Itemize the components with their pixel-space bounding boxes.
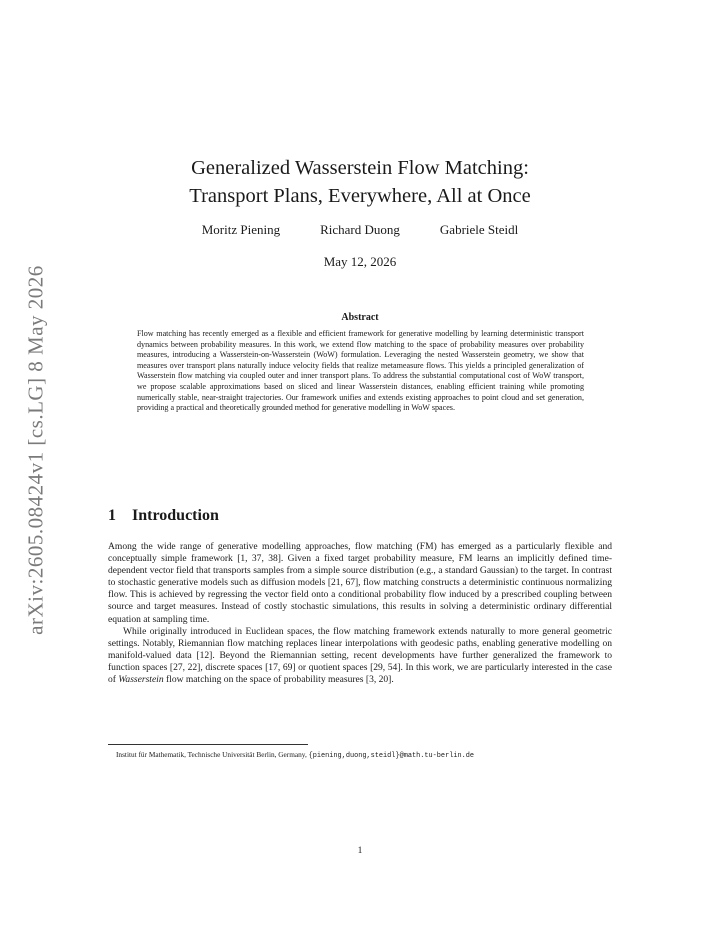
abstract-text: Flow matching has recently emerged as a flexible and efficient framework for generative modelling by learning deterministic transport dynamics between probability measures. In this work, we extend flow matching to the space of probability measures over probability measures, introducing a Wasserstein-on-Wasserstein (WoW) formulation. Leveraging the nested Wasserstein geometry, we show that measures over transport plans naturally induce velocity fields that realize metameasure flows. This yields a principled generalization of Wasserstein flow matching via coupled outer and inner transport plans. To address the substantial computational cost of WoW transport, we propose scalable approximations based on sliced and linear Wasserstein distances, enabling efficient training while promoting numerically stable, near-straight trajectories. Our framework unifies and extends existing approaches to point cloud and set generation, providing a practical and theoretically grounded method for generative modelling in WoW spaces. <box>137 329 584 413</box>
section-title: Introduction <box>132 507 219 524</box>
intro-paragraph-2-text: While originally introduced in Euclidean spaces, the flow matching framework extends naturally to more general geometric settings. Notably, Riemannian flow matching replaces linear interpolations with geodesic paths, enabling generative modelling on manifold-valued data [12]. Beyond the Riemannian setting, recent developments have further generalized the framework to function spaces [27, 22], discrete spaces [17, 69] or quotient spaces [29, 54]. In this work, we are particularly interested in the case of <box>108 625 612 686</box>
intro-paragraph-1: Among the wide range of generative modelling approaches, flow matching (FM) has emerged as a particularly flexible and conceptually simple framework [1, 37, 38]. Given a fixed target probability measure, FM learns an implicitly defined time-dependent vector field that transports samples from a simple source distribution (e.g., a standard Gaussian) to the target. In contrast to stochastic generative models such as diffusion models [21, 67], flow matching constructs a deterministic continuous normalizing flow. This is achieved by regressing the vector field onto a conditional probability flow induced by a prescribed coupling between source and target measures. Instead of costly stochastic simulations, this results in solving a deterministic ordinary differential equation at sampling time. <box>108 541 612 625</box>
footnote-divider <box>108 744 308 745</box>
intro-emphasis: Wasserstein <box>118 674 164 686</box>
intro-paragraph-2-end: flow matching on the space of probability measures [3, 20]. <box>163 674 394 686</box>
introduction-body <box>108 541 612 686</box>
author-list <box>120 222 600 238</box>
author-email: {piening,duong,steidl}@math.tu-berlin.de <box>308 752 475 760</box>
author-name: Gabriele Steidl <box>439 222 519 237</box>
author-name: Richard Duong <box>320 222 400 237</box>
arxiv-identifier: arXiv:2605.08424v1 [cs.LG] 8 May 2026 <box>23 265 48 635</box>
author-name: Moritz Piening <box>201 222 281 237</box>
paper-title-line-2: Transport Plans, Everywhere, All at Once <box>189 185 531 207</box>
section-number: 1 <box>108 507 116 524</box>
section-heading <box>108 507 219 525</box>
paper-title-line-1: Generalized Wasserstein Flow Matching: <box>191 157 529 179</box>
intro-paragraph-2 <box>108 626 612 686</box>
affiliation-text: Institut für Mathematik, Technische Universität Berlin, Germany, <box>116 750 309 759</box>
abstract-heading: Abstract <box>341 312 379 323</box>
publication-date: May 12, 2026 <box>323 254 397 269</box>
affiliation-footnote <box>116 750 616 760</box>
page-number: 1 <box>357 846 363 856</box>
paper-title <box>120 154 600 210</box>
